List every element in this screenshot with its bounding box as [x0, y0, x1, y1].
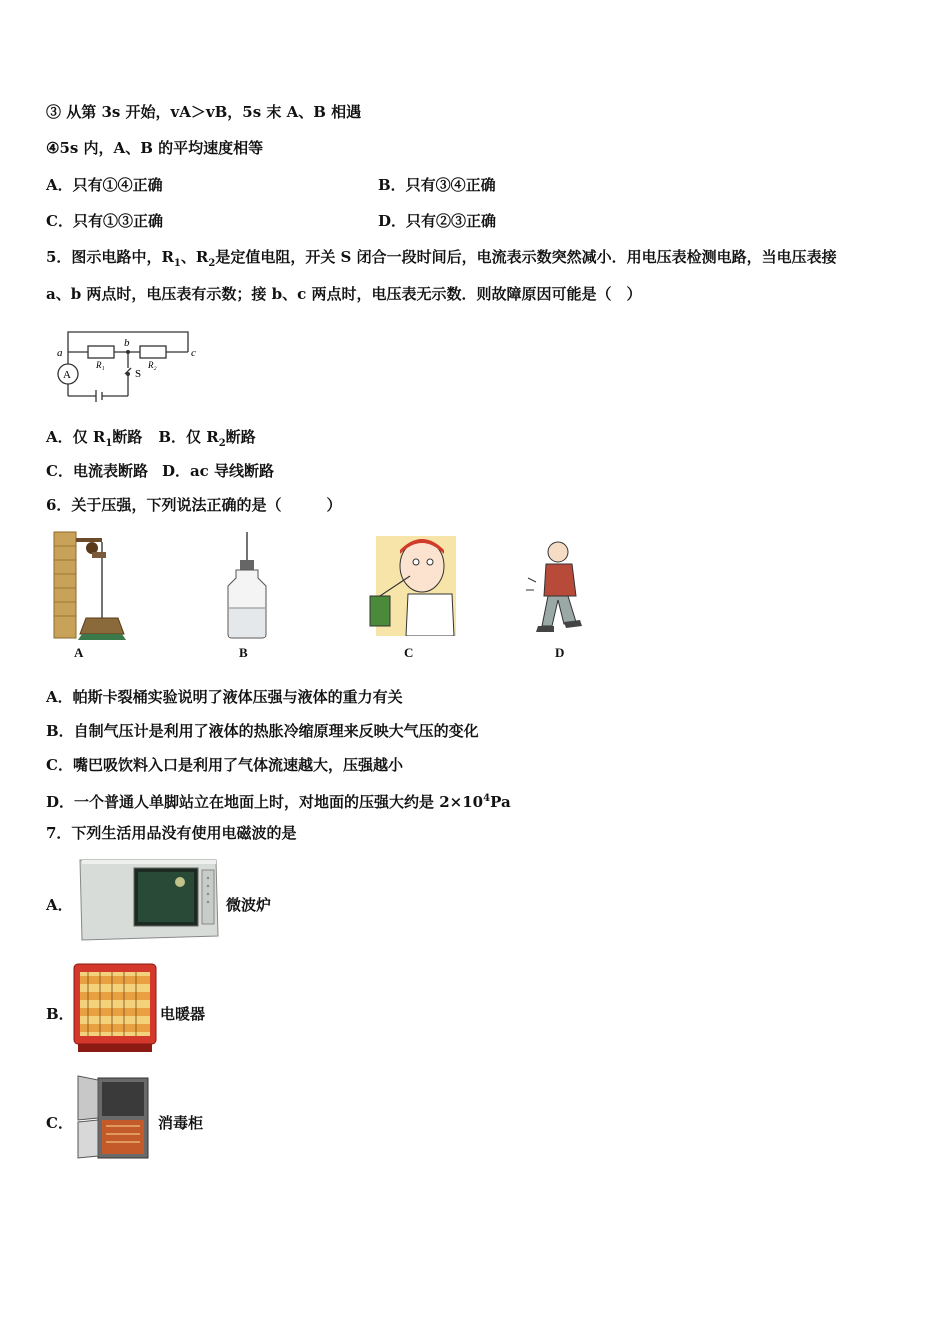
- q6-figure-label-a: A: [74, 645, 84, 660]
- q6-figure-b-barometer: [222, 530, 272, 642]
- q6-figure-c-drinking: [366, 536, 456, 636]
- q4-statement-4: ④5s 内，A、B 的平均速度相等: [46, 139, 264, 157]
- q5-stem-line-2: a、b 两点时，电压表有示数；接 b、c 两点时，电压表无示数．则故障原因可能是（ ）: [46, 285, 642, 303]
- q4-option-d: D．只有②③正确: [378, 212, 497, 230]
- q6-figure-label-c: C: [404, 645, 414, 660]
- q7-option-b-letter: B．: [46, 1005, 74, 1023]
- q5-option-cd: C．电流表断路 D．ac 导线断路: [46, 462, 275, 480]
- q7-option-a-text: 微波炉: [226, 896, 272, 914]
- point-c-label: c: [191, 347, 196, 359]
- q7-heater-image: [72, 962, 158, 1054]
- ammeter-label: A: [63, 369, 71, 381]
- q4-option-b: B．只有③④正确: [378, 176, 496, 194]
- q6-figure-a-pascal-barrel: [52, 530, 132, 642]
- q7-stem: 7．下列生活用品没有使用电磁波的是: [46, 824, 297, 842]
- resistor-r1-symbol: [88, 346, 114, 358]
- q6-option-d: D．一个普通人单脚站立在地面上时，对地面的压强大约是 $2\times 10^4Pa$: [46, 793, 511, 811]
- q4-statement-3: ③ 从第 3s 开始，vA＞vB，5s 末 A、B 相遇: [46, 103, 362, 121]
- q6-option-b: B．自制气压计是利用了液体的热胀冷缩原理来反映大气压的变化: [46, 722, 479, 740]
- q6-stem: 6．关于压强，下列说法正确的是（ ）: [46, 496, 342, 514]
- q6-option-a: A．帕斯卡裂桶实验说明了液体压强与液体的重力有关: [46, 688, 403, 706]
- q7-option-a-letter: A．: [46, 896, 73, 914]
- r1-label: R₁: [96, 360, 105, 370]
- q7-cabinet-image: [76, 1074, 152, 1160]
- q5-circuit-diagram: [52, 328, 212, 404]
- q7-option-c-letter: C．: [46, 1114, 73, 1132]
- q4-option-c: C．只有①③正确: [46, 212, 163, 230]
- switch-label: S: [135, 368, 142, 380]
- resistor-r2-symbol: [140, 346, 166, 358]
- q7-option-b-text: 电暖器: [160, 1005, 206, 1023]
- q5-option-ab: A．仅 $R_1$断路 B．仅 $R_2$断路: [46, 428, 256, 449]
- q4-option-a: A．只有①④正确: [46, 176, 163, 194]
- q6-figure-label-b: B: [239, 645, 248, 660]
- q6-figure-label-d: D: [555, 645, 565, 660]
- q5-stem-line-1: 5．图示电路中，$R_1$、$R_2$是定值电阻，开关 S 闭合一段时间后，电流表示数突然减小．用电压表检测电路，当电压表接: [46, 248, 837, 269]
- q6-option-c: C．嘴巴吸饮料入口是利用了气体流速越大，压强越小: [46, 756, 403, 774]
- r2-label: R₂: [148, 360, 157, 370]
- point-a-label: a: [57, 347, 63, 359]
- q6-figure-d-walking: [524, 538, 594, 638]
- q7-microwave-image: [76, 858, 222, 942]
- point-b-label: b: [124, 337, 130, 349]
- q7-option-c-text: 消毒柜: [158, 1114, 204, 1132]
